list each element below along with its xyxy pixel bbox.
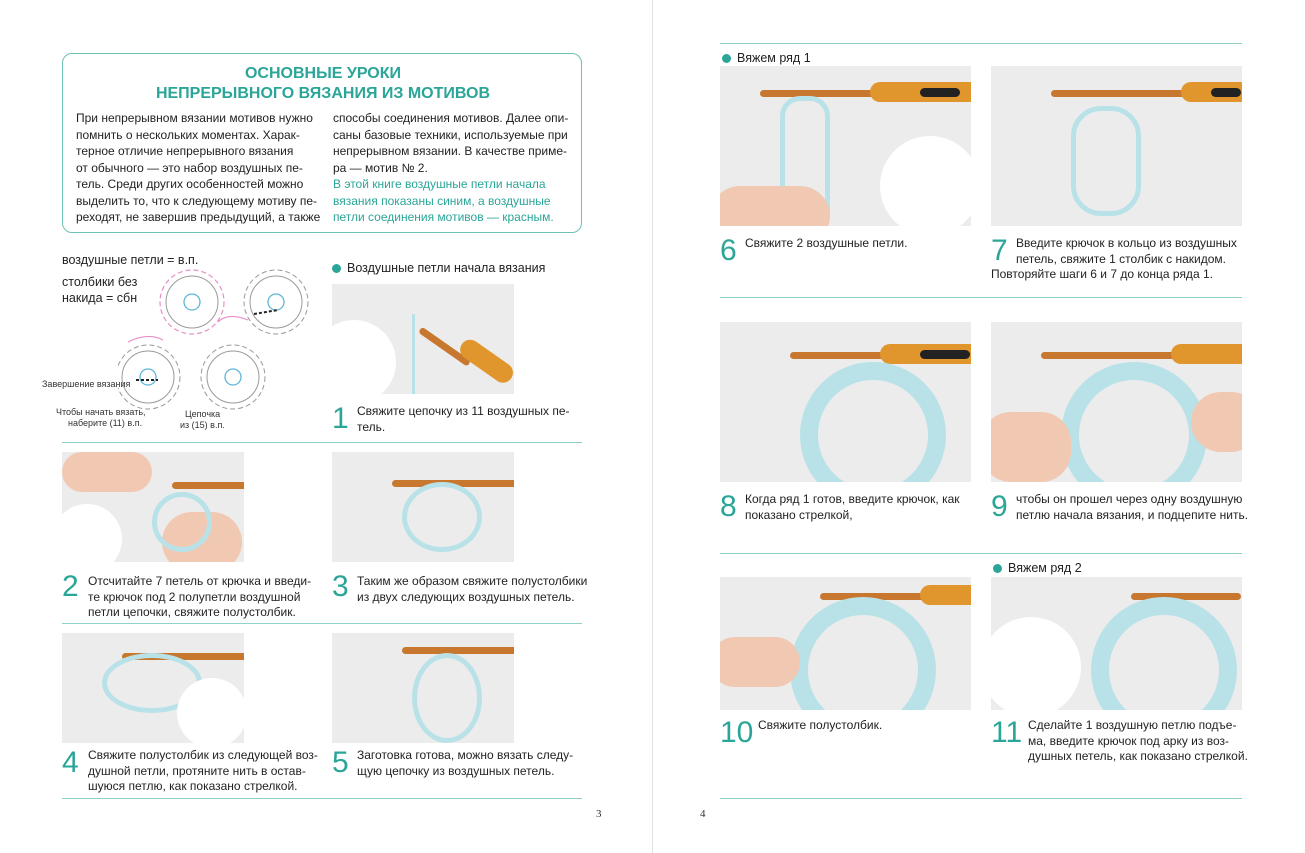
step-11-photo: [991, 577, 1242, 710]
section-heading-row2: Вяжем ряд 2: [993, 561, 1082, 575]
intro-box: [62, 53, 582, 233]
step-5-text: Заготовка готова, можно вязать следу- щую цепочку из воздушных петель.: [357, 748, 574, 778]
step-6-text: Свяжите 2 воздушные петли.: [745, 236, 908, 250]
step-1-text: Свяжите цепочку из 11 воздушных пе- тель.: [357, 404, 570, 434]
diagram-label-start-2: наберите (11) в.п.: [68, 418, 143, 428]
intro-title-line2: НЕПРЕРЫВНОГО ВЯЗАНИЯ ИЗ МОТИВОВ: [155, 85, 491, 102]
section-heading-row1: Вяжем ряд 1: [722, 51, 811, 65]
step-3-number: 3: [332, 570, 349, 603]
diagram-label-chain-1: Цепочка: [185, 409, 221, 419]
page-number-left: 3: [596, 808, 602, 820]
step-9-number: 9: [991, 490, 1008, 523]
bullet-dot-icon: [722, 54, 731, 63]
intro-column-1: При непрерывном вязании мотивов нужно помнить о нескольких моментах. Харак- терное отличие непрерывного вязания от обычного — это набор воздушных пе- тель. Среди других особенностей можно выделить то, что к следующему мотиву пе- реходят, не завершив предыдущий, а также: [76, 111, 321, 224]
step-6-photo: [720, 66, 971, 226]
step-9-text: чтобы он прошел через одну воздушную петлю начала вязания, и подцепите нить.: [1016, 492, 1249, 522]
page-number-right: 4: [700, 808, 706, 820]
step-4-number: 4: [62, 746, 79, 779]
rule-right-top: [720, 43, 1242, 44]
diagram-label-chain-2: из (15) в.п.: [180, 420, 225, 430]
step-5-photo: [332, 633, 514, 743]
step-1-number: 1: [332, 402, 349, 435]
step-7-number: 7: [991, 234, 1008, 267]
step-5-number: 5: [332, 746, 349, 779]
rule-left-1: [62, 442, 582, 443]
step-3-photo: [332, 452, 514, 562]
bullet-dot-icon: [332, 264, 341, 273]
rule-right-1: [720, 297, 1242, 298]
step-8-number: 8: [720, 490, 737, 523]
step-7-text-cont: Повторяйте шаги 6 и 7 до конца ряда 1.: [991, 267, 1213, 281]
diagram-label-start-1: Чтобы начать вязать,: [56, 407, 146, 417]
page-spread-divider: [652, 0, 653, 853]
motif-chart-diagram: [118, 262, 318, 432]
step-8-photo: [720, 322, 971, 482]
step-1-photo: [332, 284, 514, 394]
step-11-number: 11: [991, 716, 1023, 749]
step-2-text: Отсчитайте 7 петель от крючка и введи- те крючок под 2 полупетли воздушной петли цепочки, свяжите полустолбик.: [88, 574, 312, 619]
step-9-photo: [991, 322, 1242, 482]
step-7-photo: [991, 66, 1242, 226]
rule-left-3: [62, 798, 582, 799]
section-heading-start: Воздушные петли начала вязания: [332, 261, 545, 275]
step-10-number: 10: [720, 716, 754, 749]
step-3-text: Таким же образом свяжите полустолбики из двух следующих воздушных петель.: [357, 574, 588, 604]
step-10-photo: [720, 577, 971, 710]
step-4-photo: [62, 633, 244, 743]
step-4-text: Свяжите полустолбик из следующей воз- душной петли, протяните нить в остав- шуюся петлю, как показано стрелкой.: [88, 748, 318, 793]
step-11-text: Сделайте 1 воздушную петлю подъе- ма, введите крючок под арку из воз- душных петель, как показано стрелкой.: [1028, 718, 1248, 763]
step-8-text: Когда ряд 1 готов, введите крючок, как показано стрелкой,: [745, 492, 960, 522]
step-2-photo: [62, 452, 244, 562]
step-2-number: 2: [62, 570, 79, 603]
step-10-text: Свяжите полустолбик.: [758, 718, 883, 732]
bullet-dot-icon: [993, 564, 1002, 573]
legend-chain: воздушные петли = в.п.: [62, 253, 199, 267]
diagram-label-finish: Завершение вязания: [42, 379, 131, 389]
intro-column-2: способы соединения мотивов. Далее опи- саны базовые техники, используемые при непрерывном вязании. В качестве приме- ра — мотив № 2. В этой книге воздушные петли начала вязания показаны синим, а воздушные петли соединения мотивов — красным.: [333, 111, 569, 224]
rule-right-3: [720, 798, 1242, 799]
rule-right-2: [720, 553, 1242, 554]
step-7-text: Введите крючок в кольцо из воздушных петель, свяжите 1 столбик с накидом.: [1016, 236, 1237, 266]
rule-left-2: [62, 623, 582, 624]
legend-sc-line2: накида = сбн: [62, 291, 138, 305]
step-6-number: 6: [720, 234, 737, 267]
legend-sc-line1: столбики без: [62, 275, 138, 289]
intro-title-line1: ОСНОВНЫЕ УРОКИ: [244, 65, 401, 82]
